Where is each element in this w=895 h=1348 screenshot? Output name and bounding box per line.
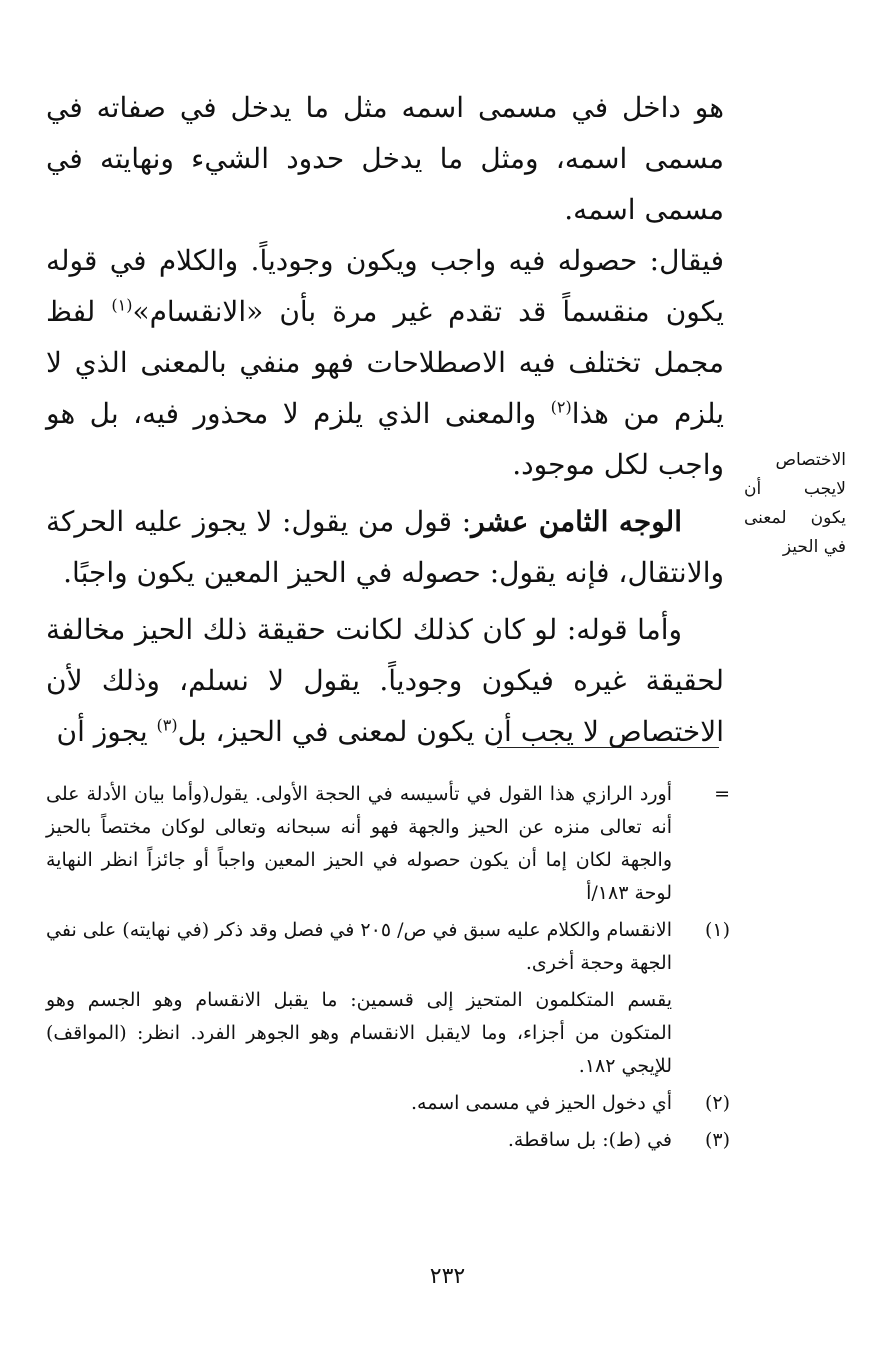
paragraph-2 <box>46 235 724 490</box>
footnote-text: يقسم المتكلمون المتحيز إلى قسمين: ما يقبل الانقسام وهو الجسم وهو المتكون من أجزاء، وما لايقبل الانقسام وهو الجوهر الفرد. انظر: (المواقف) للإيجي ١٨٢. <box>46 989 672 1077</box>
section-heading: الوجه الثامن عشر <box>471 505 682 538</box>
footnote-ref-2: (٢) <box>550 397 572 417</box>
footnote-ref-1: (١) <box>111 295 133 315</box>
margin-note: الاختصاص لايجب أن يكون لمعنى في الحيز <box>744 450 846 557</box>
footnote-3 <box>46 1124 730 1157</box>
paragraph-2-text-1: فيقال: حصوله فيه واجب ويكون وجودياً. والكلام في قوله يكون منقسماً قد تقدم غير مرة بأن «الانقسام» <box>46 244 724 328</box>
paragraph-1: هو داخل في مسمى اسمه مثل ما يدخل في صفاته في مسمى اسمه، ومثل ما يدخل حدود الشيء ونهايته في مسمى اسمه. <box>46 91 724 226</box>
footnote-separator <box>497 747 719 748</box>
footnote-1 <box>46 914 730 980</box>
paragraph-4-text-2: يجوز أن <box>56 715 157 748</box>
footnote-mark: = <box>714 783 730 805</box>
footnote-continued <box>46 778 730 910</box>
paragraph-2-text-2: لفظ مجمل تختلف فيه الاصطلاحات فهو منفي بالمعنى الذي لا يلزم من هذا <box>46 295 725 430</box>
paragraph-4 <box>46 604 724 757</box>
footnote-mark: (١) <box>704 919 730 941</box>
footnote-mark: (٢) <box>704 1092 730 1114</box>
paragraph-2-text-3: والمعنى الذي يلزم لا محذور فيه، بل هو واجب لكل موجود. <box>46 397 724 481</box>
page-number: ٢٣٢ <box>429 1264 466 1289</box>
footnote-text: أورد الرازي هذا القول في تأسيسه في الحجة الأولى. يقول(وأما بيان الأدلة على أنه تعالى منزه عن الحيز والجهة فهو أنه سبحانه وتعالى لوكان مختصاً بالحيز والجهة لكان إما أن يكون حصوله في الحيز المعين واجباً أو جائزاً انظر النهاية لوحة ١٨٣/أ <box>46 783 672 904</box>
footnote-1-continuation <box>46 984 730 1083</box>
paragraph-4-text-1: وأما قوله: لو كان كذلك لكانت حقيقة ذلك الحيز مخالفة لحقيقة غيره فيكون وجودياً. يقول لا نسلم، وذلك لأن الاختصاص لا يجب أن يكون لمعنى في الحيز، بل <box>46 613 724 748</box>
footnote-ref-3: (٣) <box>156 715 178 735</box>
paragraph-3 <box>46 496 724 598</box>
footnote-2 <box>46 1087 730 1120</box>
footnotes <box>46 778 730 1157</box>
footnote-mark: (٣) <box>704 1129 730 1151</box>
footnote-text: في (ط): بل ساقطة. <box>507 1129 672 1151</box>
paragraph-3-text: : قول من يقول: لا يجوز عليه الحركة والانتقال، فإنه يقول: حصوله في الحيز المعين يكون واجبًا. <box>46 505 724 589</box>
main-text <box>46 82 724 757</box>
footnote-text: الانقسام والكلام عليه سبق في ص/ ٢٠٥ في فصل وقد ذكر (في نهايته) على نفي الجهة وحجة أخرى. <box>46 919 672 974</box>
footnote-text: أي دخول الحيز في مسمى اسمه. <box>411 1092 672 1114</box>
